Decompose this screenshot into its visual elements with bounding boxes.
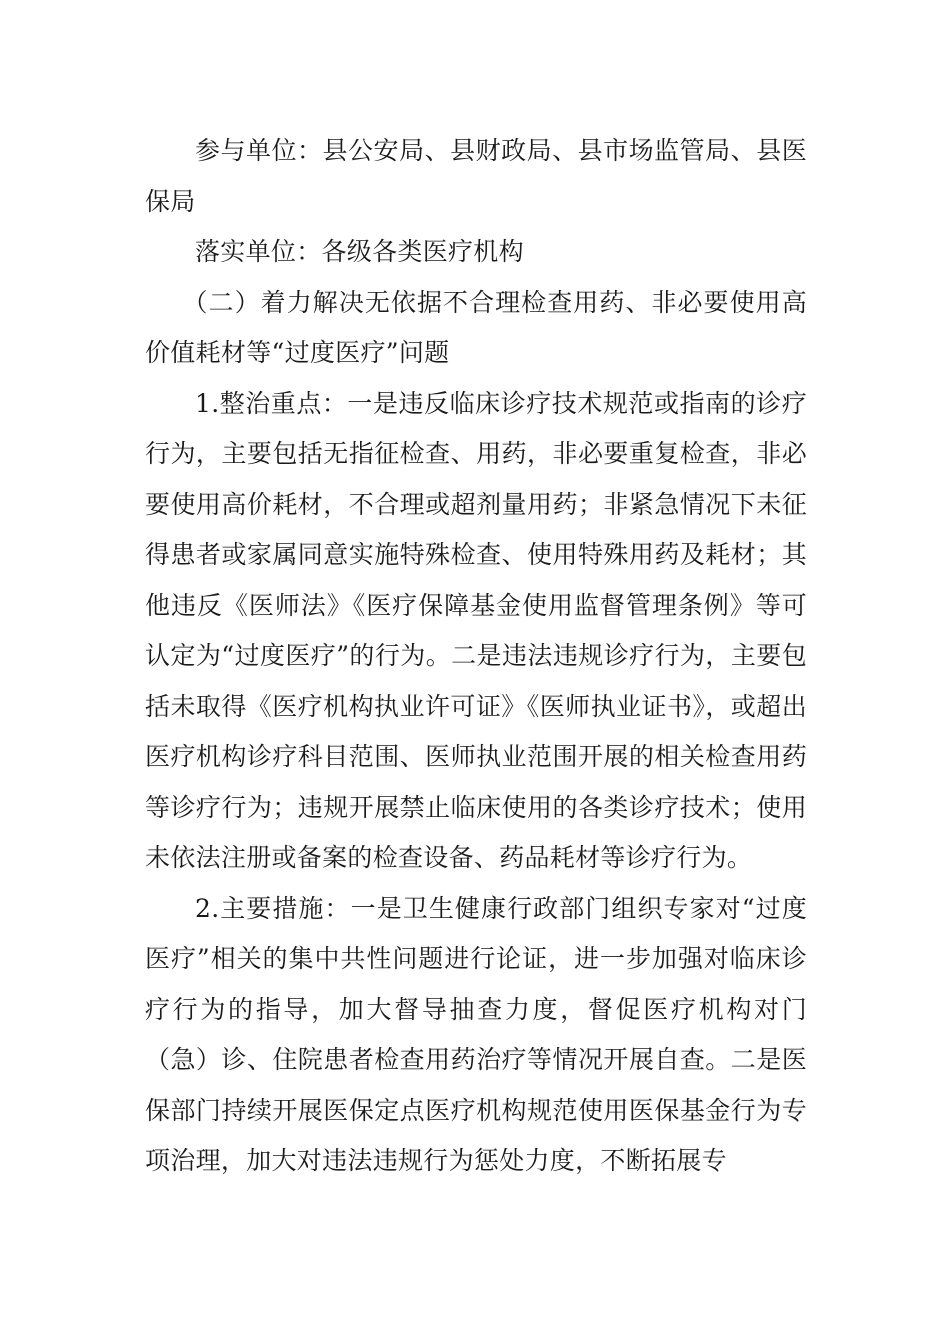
participating-units-paragraph: 参与单位：县公安局、县财政局、县市场监管局、县医保局 — [145, 136, 807, 216]
implementing-units-paragraph: 落实单位：各级各类医疗机构 — [195, 237, 524, 266]
section-heading-2: （二）着力解决无依据不合理检查用药、非必要使用高价值耗材等“过度医疗”问题 — [145, 287, 807, 367]
rectification-focus-paragraph: 1.整治重点：一是违反临床诊疗技术规范或指南的诊疗行为，主要包括无指征检查、用药，非必要重复检查，非必要使用高价耗材，不合理或超剂量用药；非紧急情况下未征得患者或家属同意实施特殊检查、使用特殊用药及耗材；其他违反《医师法》《医疗保障基金使用监督管理条例》等可认定为“过度医疗”的行为。二是违法违规诊疗行为，主要包括未取得《医疗机构执业许可证》《医师执业证书》，或超出医疗机构诊疗科目范围、医师执业范围开展的相关检查用药等诊疗行为；违规开展禁止临床使用的各类诊疗技术；使用未依法注册或备案的检查设备、药品耗材等诊疗行为。 — [145, 388, 807, 872]
document-body — [145, 126, 807, 1187]
main-measures-paragraph: 2.主要措施：一是卫生健康行政部门组织专家对“过度医疗”相关的集中共性问题进行论证，进一步加强对临床诊疗行为的指导，加大督导抽查力度，督促医疗机构对门（急）诊、住院患者检查用药治疗等情况开展自查。二是医保部门持续开展医保定点医疗机构规范使用医保基金行为专项治理，加大对违法违规行为惩处力度，不断拓展专 — [145, 893, 807, 1175]
